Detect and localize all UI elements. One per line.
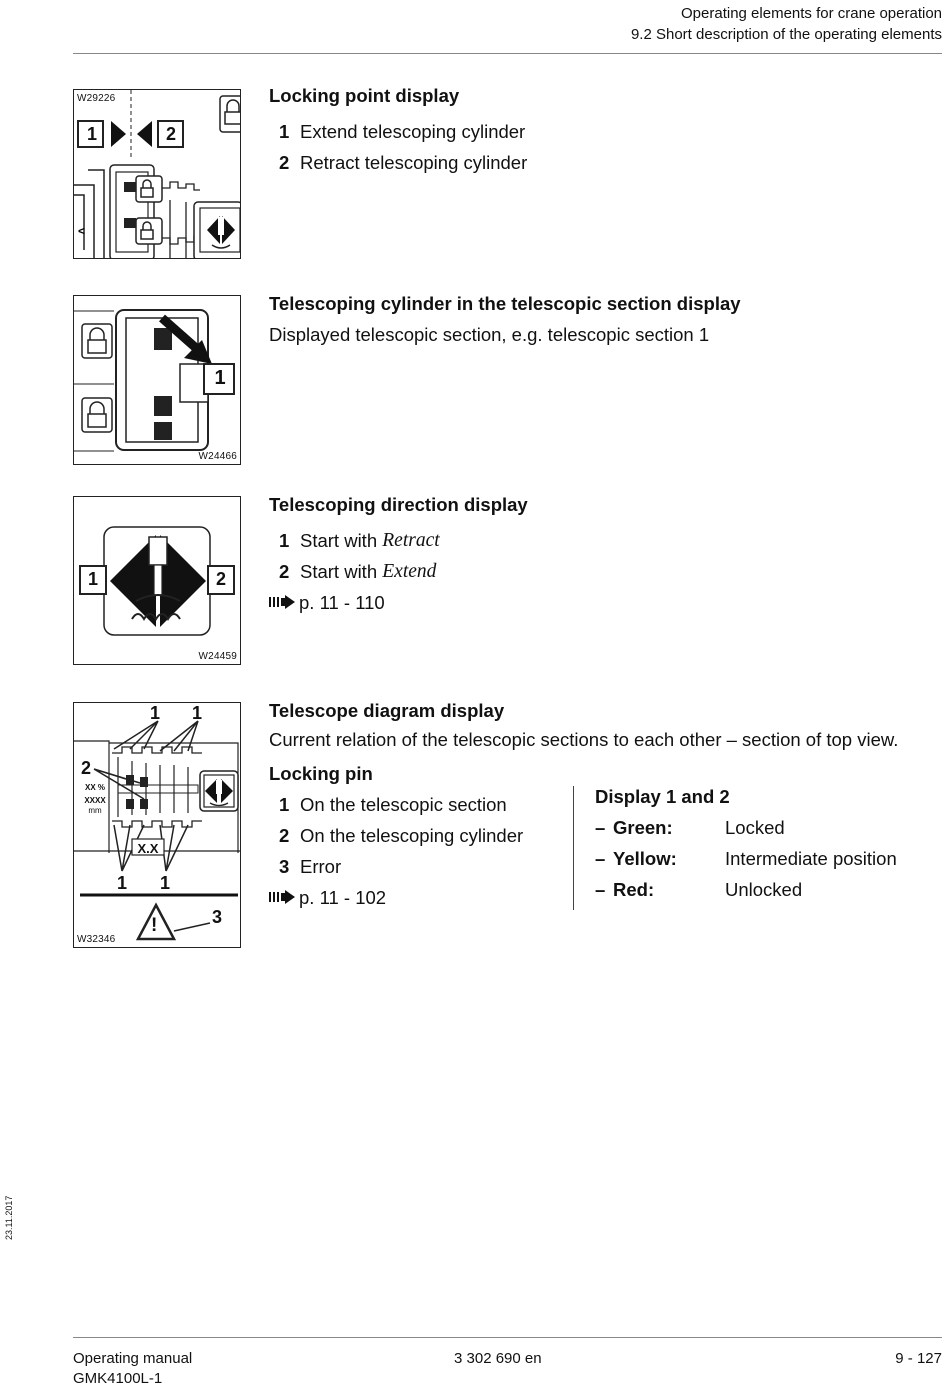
figure-label: 2 [165, 124, 176, 144]
section-title: Locking point display [269, 85, 460, 106]
figure-label: 3 [212, 907, 223, 927]
header-chapter: Operating elements for crane operation [681, 5, 942, 22]
figure-locking-point [73, 89, 241, 259]
section-title: Telescoping direction display [269, 494, 528, 515]
figure-id: W32346 [77, 934, 116, 945]
section-locking-point [269, 84, 929, 178]
section-telescoping-cylinder [269, 292, 929, 347]
section-title: Telescope diagram display [269, 700, 505, 721]
figure-telescoping-cylinder [73, 295, 241, 465]
figure-label: 1 [87, 569, 98, 589]
figure-label: 1 [214, 367, 226, 389]
page-reference [269, 587, 929, 618]
reference-link[interactable]: p. 11 - 110 [299, 591, 385, 613]
list-item: 1 Extend telescoping cylinder [279, 120, 526, 142]
section-title: Telescoping cylinder in the telescopic section display [269, 293, 741, 314]
color-row-red: – Red: Unlocked [595, 878, 803, 900]
figure-label: mm [88, 806, 102, 815]
footer-doc-number: 3 302 690 en [454, 1350, 542, 1367]
warning-icon: ! [151, 915, 158, 936]
figure-id: W24466 [198, 451, 237, 462]
figure-label: 1 [117, 873, 128, 893]
section-telescoping-direction [269, 493, 929, 618]
section-description: Current relation of the telescopic sections to each other – section of top view. [269, 729, 899, 750]
column-title-locking-pin: Locking pin [269, 763, 373, 784]
figure-label: 1 [86, 124, 97, 144]
figure-label: 2 [81, 758, 92, 778]
color-row-yellow: – Yellow: Intermediate position [595, 847, 897, 869]
figure-telescope-diagram [73, 702, 241, 948]
footer-manual [73, 1349, 192, 1389]
header-rule [73, 53, 942, 54]
list-item: 2 Start with Extend [279, 560, 437, 582]
figure-label: 1 [160, 873, 171, 893]
figure-id: W29226 [77, 93, 116, 104]
figure-label: XX % [84, 783, 105, 792]
svg-text:<: < [78, 224, 86, 238]
column-title-display: Display 1 and 2 [595, 786, 730, 807]
print-date: 23.11.2017 [4, 1195, 14, 1240]
reference-link[interactable]: p. 11 - 102 [299, 886, 387, 908]
locking-point-illustration [74, 90, 241, 259]
list-item: 2 Retract telescoping cylinder [279, 151, 528, 173]
figure-telescoping-direction [73, 496, 241, 665]
footer-page-number: 9 - 127 [895, 1350, 942, 1367]
section-description: Displayed telescopic section, e.g. telescopic section 1 [269, 324, 710, 345]
color-row-green: – Green: Locked [595, 816, 785, 838]
page-header [631, 3, 942, 45]
footer-rule [73, 1337, 942, 1338]
list-item: 1 On the telescopic section [279, 793, 507, 815]
figure-label: XXXX [84, 796, 106, 805]
list-item: 1 Start with Retract [279, 529, 440, 551]
reference-arrow-icon [269, 886, 299, 910]
figure-label: X.X [137, 841, 159, 856]
figure-id: W24459 [198, 651, 237, 662]
footer-manual-title: Operating manual [73, 1350, 193, 1367]
reference-arrow-icon [269, 591, 299, 615]
header-section: 9.2 Short description of the operating elements [630, 26, 942, 43]
footer-model: GMK4100L-1 [73, 1370, 163, 1387]
figure-label: 1 [150, 703, 161, 723]
column-divider [573, 786, 574, 910]
list-item: 3 Error [279, 855, 342, 877]
figure-label: 1 [192, 703, 203, 723]
display-colors-column [595, 785, 897, 905]
figure-label: 2 [215, 569, 226, 589]
list-item: 2 On the telescoping cylinder [279, 824, 524, 846]
